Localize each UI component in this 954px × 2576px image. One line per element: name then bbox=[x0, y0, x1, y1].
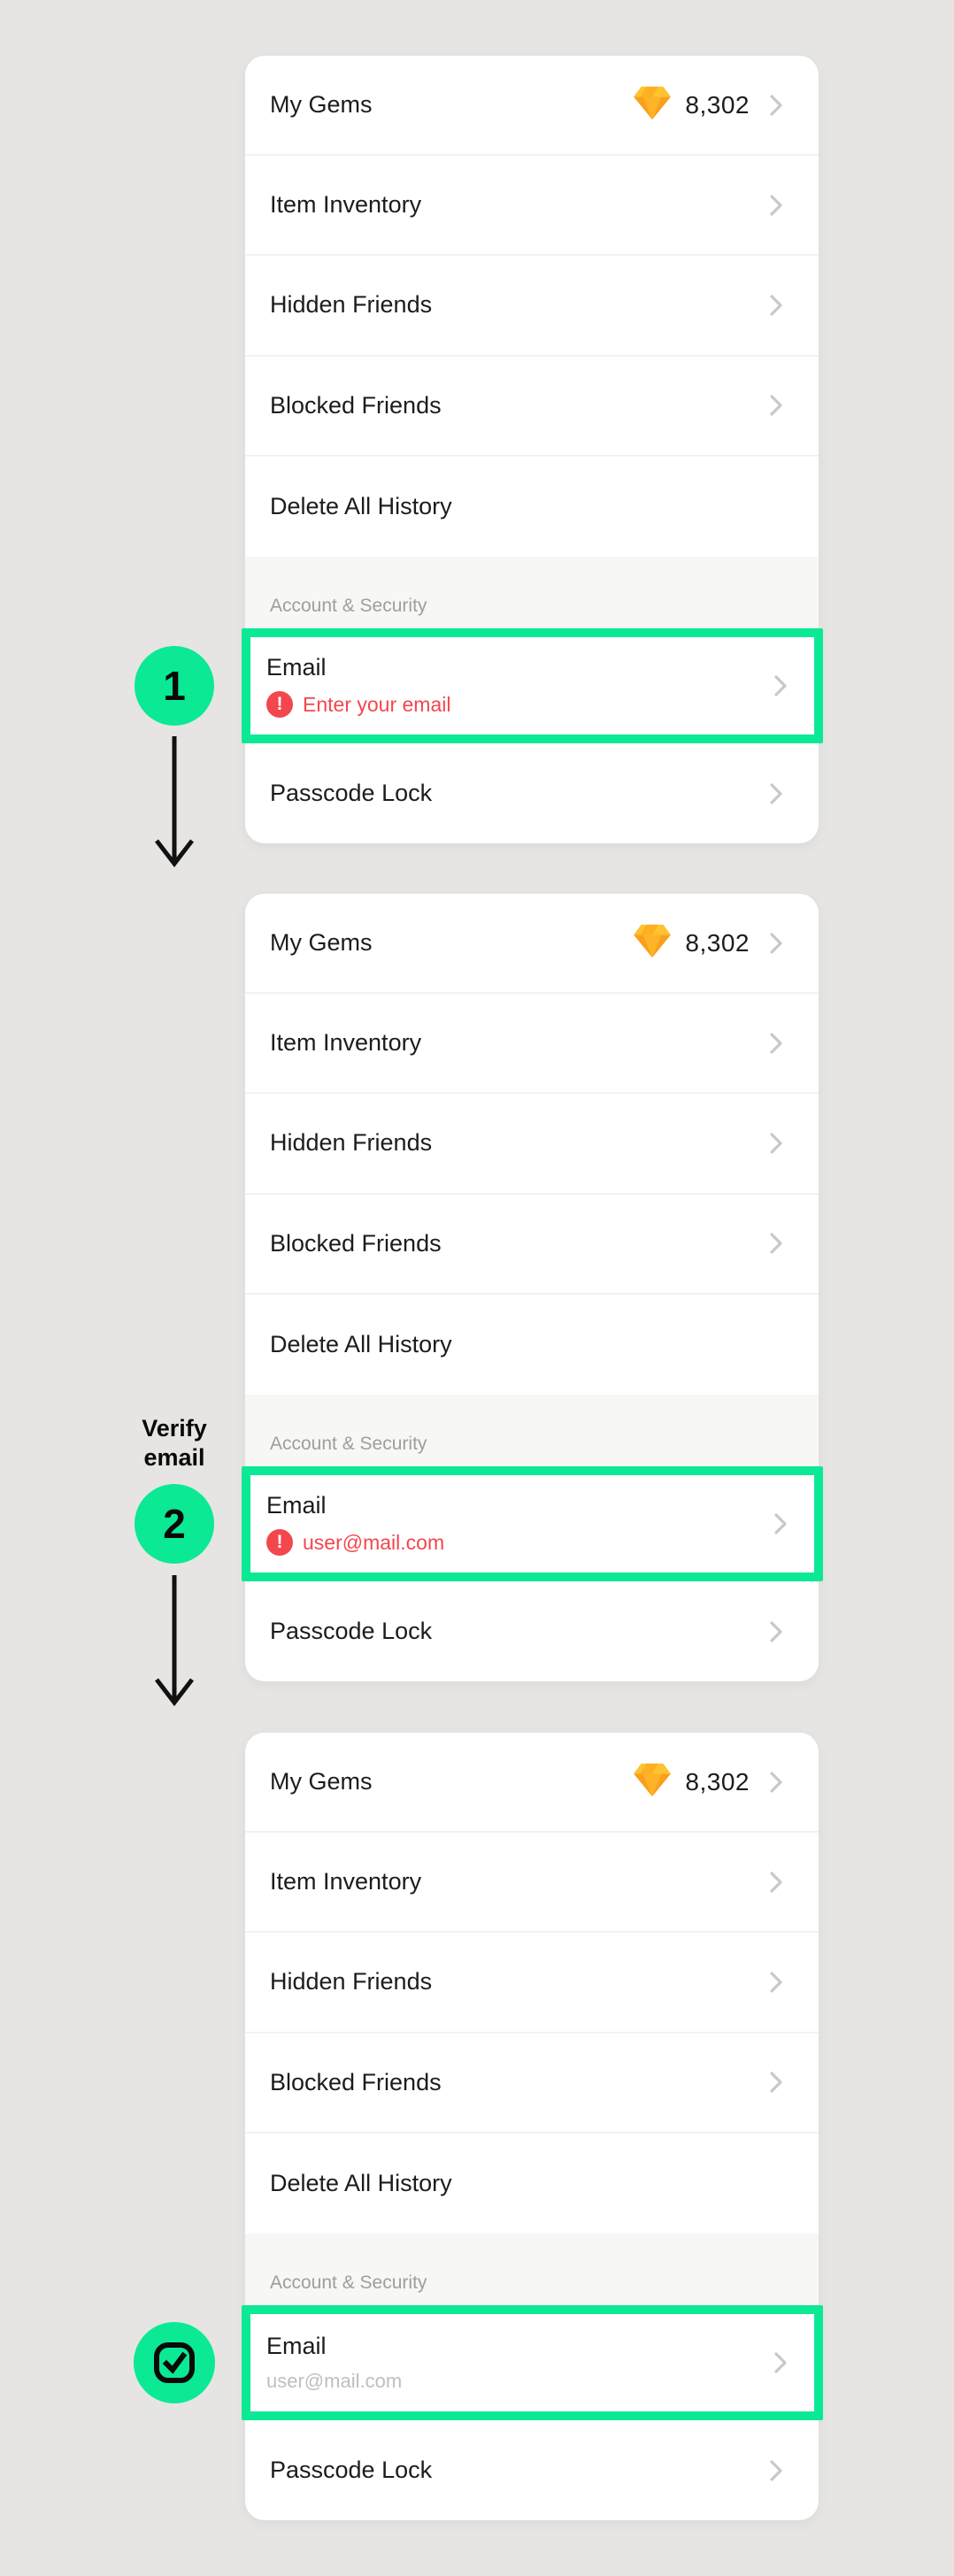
row-my-gems[interactable] bbox=[245, 894, 819, 994]
row-my-gems[interactable] bbox=[245, 1733, 819, 1833]
done-badge bbox=[134, 2322, 215, 2403]
row-passcode-lock[interactable] bbox=[245, 743, 819, 843]
email-row-highlighted[interactable] bbox=[242, 1466, 823, 1581]
down-arrow-icon bbox=[153, 1575, 196, 1708]
email-row-title: Email bbox=[266, 2333, 327, 2359]
email-verified-address: user@mail.com bbox=[266, 2370, 403, 2392]
row-label: Item Inventory bbox=[270, 1029, 422, 1057]
row-item-inventory[interactable] bbox=[245, 1833, 819, 1933]
chevron-right-icon bbox=[773, 2351, 788, 2374]
row-label: Passcode Lock bbox=[270, 2457, 433, 2483]
chevron-right-icon bbox=[769, 1232, 783, 1255]
chevron-right-icon bbox=[769, 1871, 783, 1894]
step-1-badge: 1 bbox=[135, 646, 214, 726]
row-hidden-friends[interactable] bbox=[245, 256, 819, 356]
email-row-title: Email bbox=[266, 654, 327, 681]
row-label: Passcode Lock bbox=[270, 780, 433, 806]
row-label: Passcode Lock bbox=[270, 1618, 433, 1644]
chevron-right-icon bbox=[769, 1032, 783, 1055]
settings-panel-2 bbox=[245, 894, 819, 1681]
step-2-badge: 2 bbox=[135, 1484, 214, 1564]
email-error-message: ! user@mail.com bbox=[266, 1529, 814, 1556]
gems-count: 8,302 bbox=[685, 90, 750, 119]
chevron-right-icon bbox=[769, 782, 783, 805]
check-badge-icon bbox=[151, 2340, 197, 2386]
row-label: My Gems bbox=[270, 929, 373, 957]
gem-icon bbox=[632, 84, 673, 126]
chevron-right-icon bbox=[769, 1771, 783, 1794]
section-header-account-security: Account & Security bbox=[245, 2234, 819, 2305]
row-hidden-friends[interactable] bbox=[245, 1094, 819, 1194]
row-hidden-friends[interactable] bbox=[245, 1933, 819, 2033]
row-item-inventory[interactable] bbox=[245, 156, 819, 256]
row-my-gems[interactable] bbox=[245, 56, 819, 156]
row-delete-all-history[interactable] bbox=[245, 1295, 819, 1395]
row-label: My Gems bbox=[270, 91, 373, 119]
down-arrow-icon bbox=[153, 736, 196, 869]
row-label: Blocked Friends bbox=[270, 1229, 442, 1257]
section-header-account-security: Account & Security bbox=[245, 1395, 819, 1466]
chevron-right-icon bbox=[769, 394, 783, 417]
settings-panel-1 bbox=[245, 56, 819, 843]
row-passcode-lock[interactable] bbox=[245, 2420, 819, 2520]
gem-icon bbox=[632, 1761, 673, 1803]
chevron-right-icon bbox=[769, 94, 783, 117]
row-label: Hidden Friends bbox=[270, 1129, 433, 1157]
chevron-right-icon bbox=[769, 932, 783, 955]
row-label: Blocked Friends bbox=[270, 2068, 442, 2095]
email-row-highlighted[interactable] bbox=[242, 2305, 823, 2420]
gems-count: 8,302 bbox=[685, 1767, 750, 1796]
row-item-inventory[interactable] bbox=[245, 994, 819, 1094]
error-exclamation-icon: ! bbox=[266, 691, 293, 718]
row-label: My Gems bbox=[270, 1768, 373, 1796]
chevron-right-icon bbox=[769, 2459, 783, 2482]
row-delete-all-history[interactable] bbox=[245, 457, 819, 557]
row-blocked-friends[interactable] bbox=[245, 2034, 819, 2134]
email-row-title: Email bbox=[266, 1492, 327, 1519]
chevron-right-icon bbox=[769, 294, 783, 317]
chevron-right-icon bbox=[769, 1132, 783, 1155]
chevron-right-icon bbox=[769, 1620, 783, 1643]
email-error-message: ! Enter your email bbox=[266, 691, 814, 718]
row-label: Delete All History bbox=[270, 492, 452, 519]
row-label: Hidden Friends bbox=[270, 1968, 433, 1995]
row-label: Item Inventory bbox=[270, 191, 422, 219]
row-label: Hidden Friends bbox=[270, 291, 433, 319]
row-label: Blocked Friends bbox=[270, 391, 442, 419]
row-blocked-friends[interactable] bbox=[245, 357, 819, 457]
row-delete-all-history[interactable] bbox=[245, 2134, 819, 2234]
error-exclamation-icon: ! bbox=[266, 1529, 293, 1556]
section-header-account-security: Account & Security bbox=[245, 557, 819, 628]
email-row-highlighted[interactable] bbox=[242, 628, 823, 743]
row-label: Delete All History bbox=[270, 2169, 452, 2196]
verify-email-caption: Verify email bbox=[142, 1415, 207, 1471]
settings-panel-3 bbox=[245, 1733, 819, 2520]
chevron-right-icon bbox=[773, 674, 788, 697]
row-label: Delete All History bbox=[270, 1330, 452, 1357]
gem-icon bbox=[632, 922, 673, 964]
chevron-right-icon bbox=[773, 1512, 788, 1535]
chevron-right-icon bbox=[769, 194, 783, 217]
gems-count: 8,302 bbox=[685, 928, 750, 957]
chevron-right-icon bbox=[769, 1971, 783, 1994]
row-label: Item Inventory bbox=[270, 1868, 422, 1895]
row-blocked-friends[interactable] bbox=[245, 1195, 819, 1295]
chevron-right-icon bbox=[769, 2071, 783, 2094]
row-passcode-lock[interactable] bbox=[245, 1581, 819, 1681]
